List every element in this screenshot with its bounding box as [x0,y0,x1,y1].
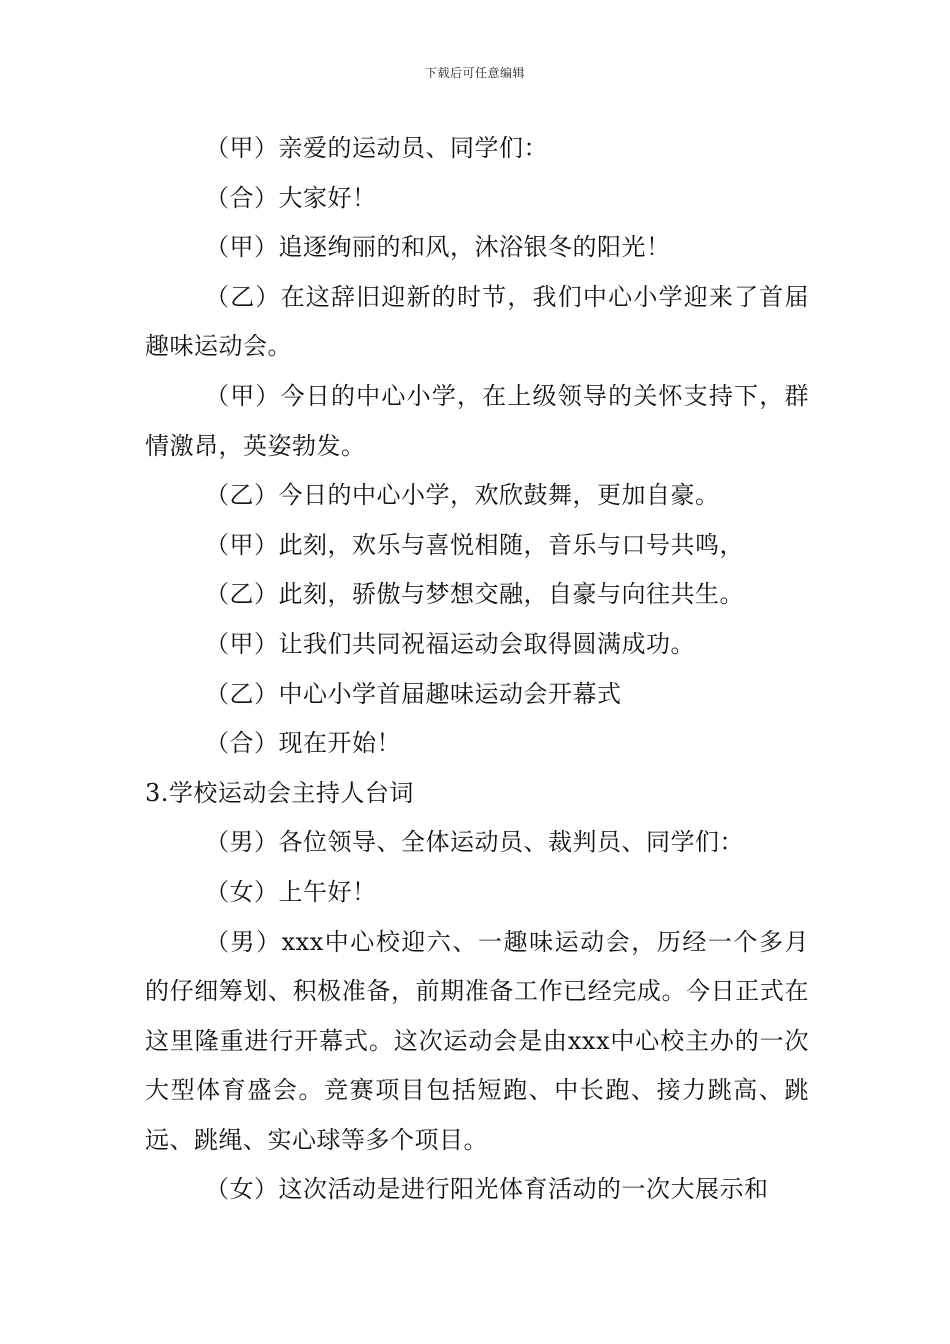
paragraph: （合）现在开始！ [205,729,401,758]
paragraph: （乙）在这辞旧迎新的时节，我们中心小学迎来了首届趣味运动会。 [145,282,809,361]
paragraph: （甲）让我们共同祝福运动会取得圆满成功。 [205,629,695,658]
page-header: 下载后可任意编辑 [424,66,525,80]
paragraph: （甲）亲爱的运动员、同学们： [205,134,548,162]
paragraph: （甲）追逐绚丽的和风，沐浴银冬的阳光！ [205,233,671,262]
paragraph: （男）xxx中心校迎六、一趣味运动会，历经一个多月的仔细筹划、积极准备，前期准备工作已经完成。今日正式在这里隆重进行开幕式。这次运动会是由xxx中心校主办的一次大型体育盛会。竞赛项目包括短跑、中长跑、接力跳高、跳远、跳绳、实心球等多个项目。 [145,927,809,1154]
paragraph: （合）大家好！ [205,183,377,212]
document-body [145,124,809,1215]
paragraph: （女）这次活动是进行阳光体育活动的一次大展示和 [205,1175,769,1204]
paragraph: （乙）中心小学首届趣味运动会开幕式 [205,679,622,708]
paragraph: （甲）此刻，欢乐与喜悦相随，音乐与口号共鸣， [205,530,744,559]
paragraph: （乙）今日的中心小学，欢欣鼓舞，更加自豪。 [205,481,720,510]
paragraph: （乙）此刻，骄傲与梦想交融，自豪与向往共生。 [205,580,744,609]
section-heading: 3.学校运动会主持人台词 [145,778,414,807]
paragraph: （女）上午好！ [205,877,377,906]
paragraph: （男）各位领导、全体运动员、裁判员、同学们： [205,828,744,857]
paragraph: （甲）今日的中心小学，在上级领导的关怀支持下，群情激昂，英姿勃发。 [145,381,809,460]
